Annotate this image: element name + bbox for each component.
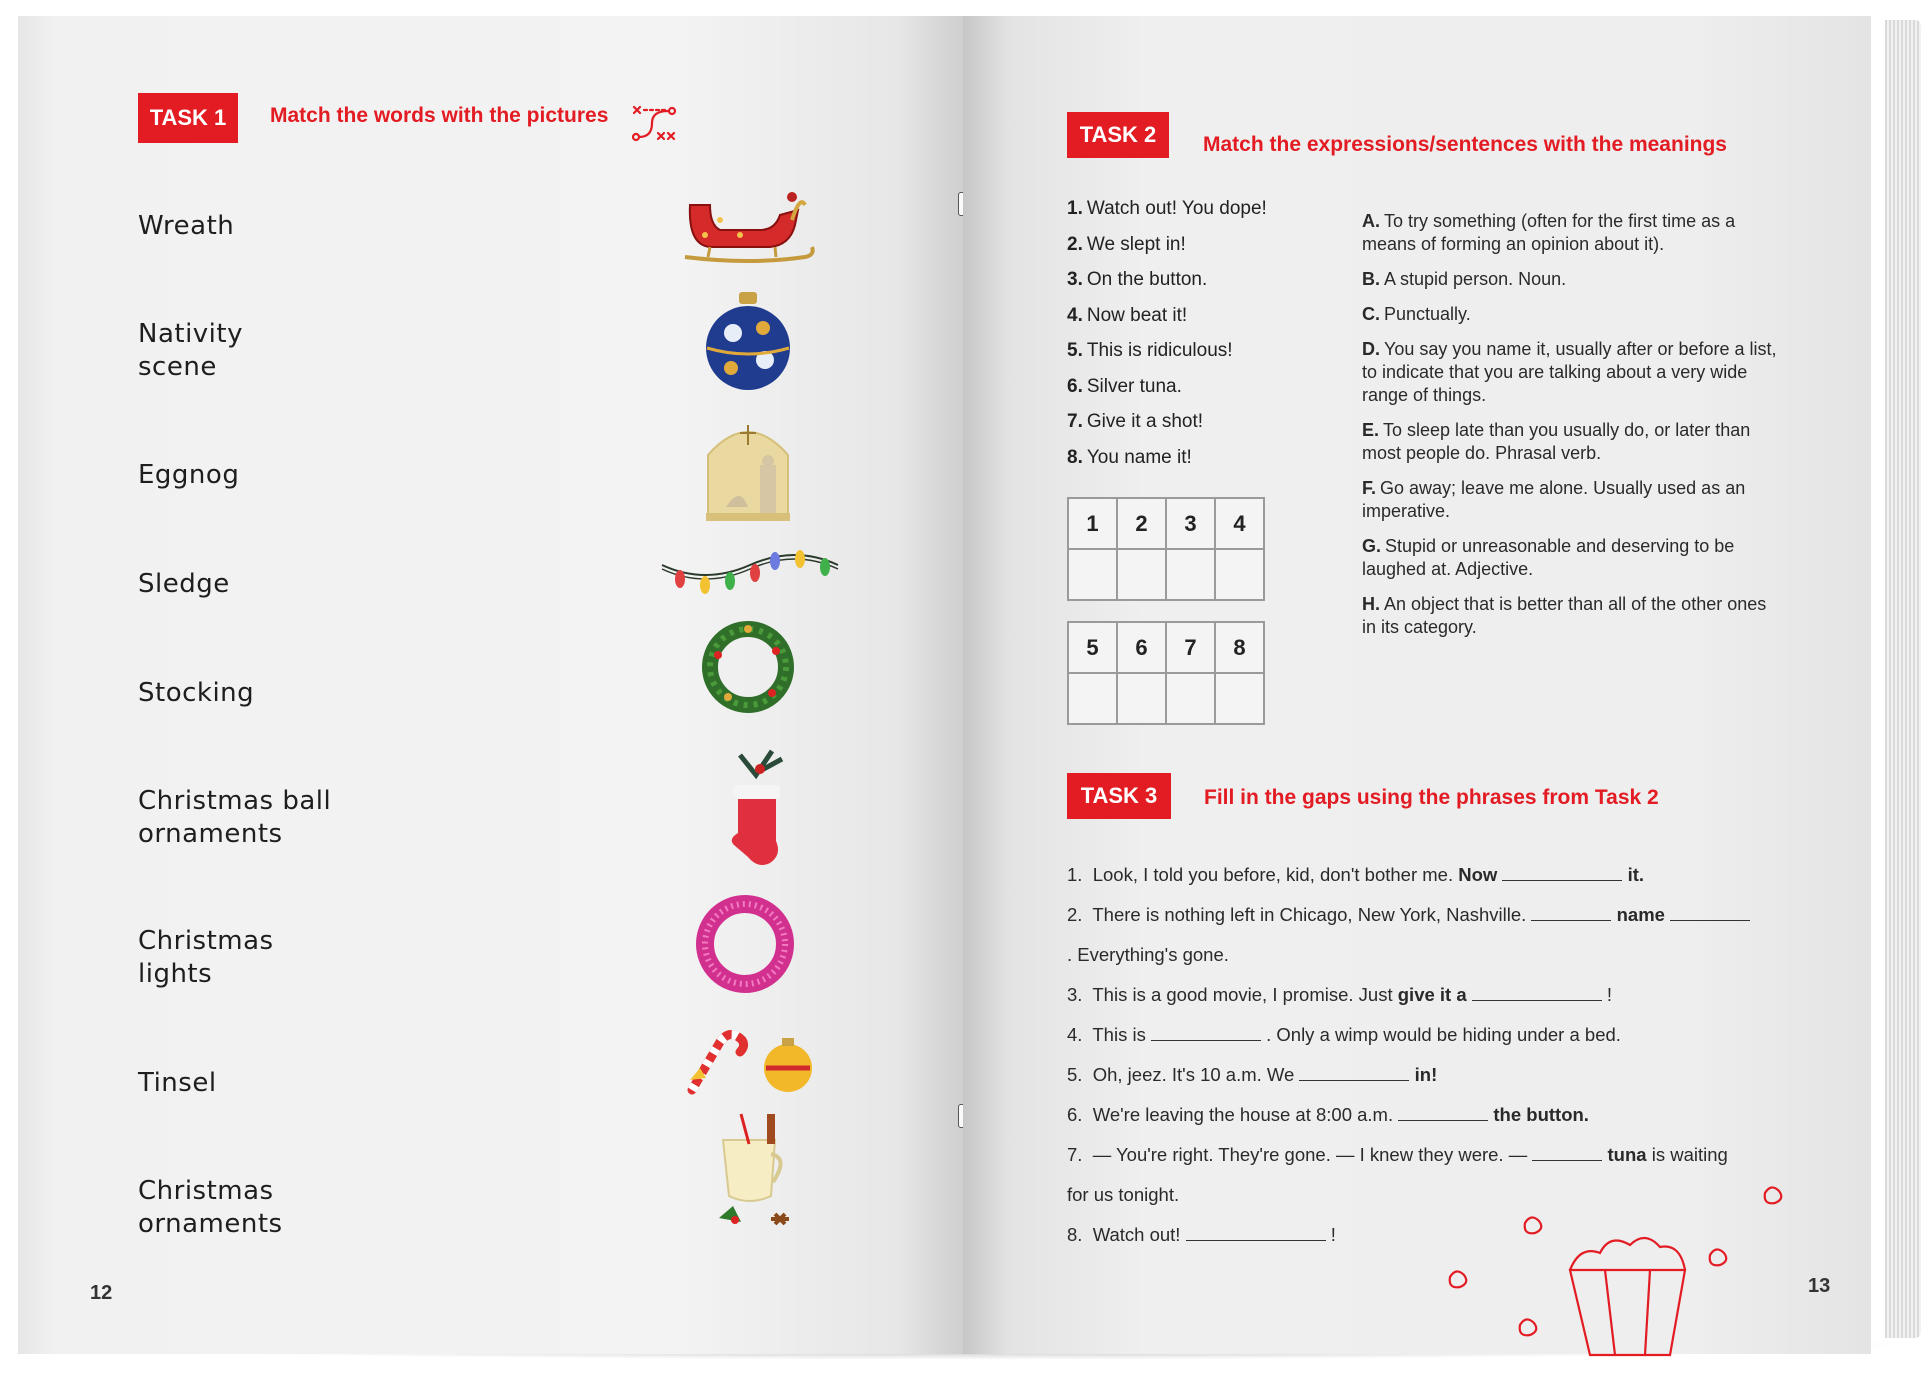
expression-number: 8. <box>1067 446 1083 468</box>
christmas-lights-icon <box>660 545 840 595</box>
popcorn-icon <box>1430 1185 1790 1360</box>
word-item: Wreath <box>138 211 235 241</box>
grid-answer-cell[interactable] <box>1166 549 1215 600</box>
meaning-letter: G. <box>1362 536 1382 556</box>
word-item: Tinsel <box>138 1068 217 1098</box>
sentence-text: 3. This is a good movie, I promise. Just <box>1067 984 1398 1005</box>
sentence-text: 1. Look, I told you before, kid, don't bother me. <box>1067 864 1459 885</box>
meaning-letter: D. <box>1362 339 1380 359</box>
meaning-text: Stupid or unreasonable and deserving to be laughed at. Adjective. <box>1362 536 1735 579</box>
grid-answer-cell[interactable] <box>1117 549 1166 600</box>
key-phrase: in! <box>1414 1064 1438 1085</box>
sentence-text: ! <box>1325 1224 1336 1245</box>
meaning-item <box>1362 338 1782 407</box>
blank-field[interactable] <box>1151 1026 1261 1041</box>
expression-item <box>1067 269 1327 305</box>
grid-number-cell: 7 <box>1166 622 1215 673</box>
expression-text: Silver tuna. <box>1086 375 1182 397</box>
grid-number-cell: 6 <box>1117 622 1166 673</box>
wreath-icon <box>698 615 798 719</box>
word-item: Stocking <box>138 678 255 708</box>
nativity-scene-icon <box>700 415 796 523</box>
sentence-text: . Only a wimp would be hiding under a bed. <box>1260 1024 1621 1045</box>
expression-number: 2. <box>1067 233 1083 255</box>
meaning-item <box>1362 535 1782 581</box>
gap-sentence <box>1067 1135 1807 1175</box>
meaning-item <box>1362 268 1782 291</box>
key-phrase: name <box>1616 904 1665 925</box>
sentence-text: 5. Oh, jeez. It's 10 a.m. We <box>1067 1064 1300 1085</box>
page-edges <box>1885 20 1921 1338</box>
task3-badge: TASK 3 <box>1067 773 1171 819</box>
expression-item <box>1067 447 1327 483</box>
grid-number-cell: 8 <box>1215 622 1264 673</box>
gap-sentence <box>1067 895 1807 935</box>
tinsel-icon <box>695 890 795 996</box>
meaning-letter: B. <box>1362 269 1380 289</box>
answer-grid-top <box>1067 497 1265 601</box>
expression-item <box>1067 340 1327 376</box>
expression-text: Give it a shot! <box>1086 411 1204 432</box>
key-phrase: it. <box>1627 864 1645 885</box>
task2-badge: TASK 2 <box>1067 112 1169 158</box>
task1-title: Match the words with the pictures <box>270 104 609 127</box>
page-number-right: 13 <box>1808 1275 1831 1297</box>
blank-field[interactable] <box>1502 866 1622 881</box>
meaning-letter: C. <box>1362 304 1380 324</box>
expression-text: You name it! <box>1086 446 1192 468</box>
grid-number-cell: 5 <box>1068 622 1117 673</box>
meaning-letter: H. <box>1362 594 1380 614</box>
stocking-icon <box>720 745 800 875</box>
meaning-item <box>1362 593 1782 639</box>
gap-sentence <box>1067 1015 1807 1055</box>
expression-text: This is ridiculous! <box>1086 340 1233 361</box>
grid-number-cell: 3 <box>1166 498 1215 549</box>
meaning-letter: E. <box>1362 420 1380 440</box>
key-phrase: Now <box>1458 864 1498 885</box>
meaning-letter: A. <box>1362 211 1380 231</box>
meaning-item <box>1362 303 1782 326</box>
answer-grid-bottom <box>1067 621 1265 725</box>
expression-list <box>1067 198 1327 482</box>
expression-item <box>1067 411 1327 447</box>
blank-field[interactable] <box>1472 986 1602 1001</box>
christmas-ornaments-icon <box>680 1020 820 1100</box>
key-phrase: the button. <box>1493 1104 1589 1125</box>
expression-item <box>1067 234 1327 270</box>
grid-number-cell: 1 <box>1068 498 1117 549</box>
meaning-text: An object that is better than all of the other ones in its category. <box>1362 594 1767 637</box>
blank-field[interactable] <box>1299 1066 1409 1081</box>
sentence-text: ! <box>1601 984 1613 1005</box>
expression-text: Watch out! You dope! <box>1086 198 1267 219</box>
sentence-text: 4. This is <box>1067 1024 1151 1045</box>
matching-icon <box>630 103 678 145</box>
meaning-letter: F. <box>1362 478 1377 498</box>
expression-text: Now beat it! <box>1086 304 1188 326</box>
blank-field[interactable] <box>1531 906 1611 921</box>
task3-title: Fill in the gaps using the phrases from Task 2 <box>1204 786 1659 809</box>
word-item: Sledge <box>138 569 230 599</box>
expression-text: On the button. <box>1086 269 1208 290</box>
grid-answer-cell[interactable] <box>1117 673 1166 724</box>
meaning-item <box>1362 477 1782 523</box>
sentence-text: is waiting <box>1646 1144 1728 1165</box>
expression-number: 7. <box>1067 411 1083 432</box>
meaning-text: Go away; leave me alone. Usually used as an imperative. <box>1362 478 1746 521</box>
word-item: Eggnog <box>138 460 240 490</box>
meaning-text: You say you name it, usually after or before a list, to indicate that you are talking about a very wide range of things. <box>1362 339 1777 405</box>
expression-item <box>1067 305 1327 341</box>
gap-sentence <box>1067 855 1807 895</box>
meaning-list <box>1362 210 1782 651</box>
expression-number: 5. <box>1067 340 1083 361</box>
expression-item <box>1067 376 1327 412</box>
grid-answer-cell[interactable] <box>1068 549 1117 600</box>
meaning-item <box>1362 210 1782 256</box>
page-number-left: 12 <box>90 1282 113 1304</box>
blank-field[interactable] <box>1532 1146 1602 1161</box>
grid-answer-cell[interactable] <box>1166 673 1215 724</box>
gap-sentence <box>1067 975 1807 1015</box>
meaning-text: A stupid person. Noun. <box>1384 269 1567 289</box>
sledge-icon <box>680 185 820 270</box>
expression-number: 6. <box>1067 375 1083 397</box>
word-item: Nativity scene <box>138 319 243 382</box>
sentence-text: 7. — You're right. They're gone. — I knew they were. — <box>1067 1144 1533 1165</box>
meaning-text: To sleep late than you usually do, or later than most people do. Phrasal verb. <box>1362 420 1751 463</box>
task2-title: Match the expressions/sentences with the meanings <box>1203 133 1727 156</box>
word-item: Christmas ball ornaments <box>138 786 332 849</box>
expression-item <box>1067 198 1327 234</box>
gap-sentence <box>1067 1095 1807 1135</box>
blank-field[interactable] <box>1670 906 1750 921</box>
grid-answer-cell[interactable] <box>1215 673 1264 724</box>
grid-answer-cell[interactable] <box>1215 549 1264 600</box>
blank-field[interactable] <box>1398 1106 1488 1121</box>
blank-field[interactable] <box>1186 1226 1326 1241</box>
word-item: Christmas ornaments <box>138 1176 283 1239</box>
key-phrase: tuna <box>1607 1144 1647 1165</box>
word-item: Christmas lights <box>138 926 274 989</box>
expression-number: 4. <box>1067 304 1083 326</box>
gap-sentence <box>1067 935 1807 975</box>
eggnog-icon <box>705 1110 800 1240</box>
sentence-text: 2. There is nothing left in Chicago, New York, Nashville. <box>1067 904 1532 925</box>
expression-text: We slept in! <box>1086 233 1186 255</box>
sentence-text: 6. We're leaving the house at 8:00 a.m. <box>1067 1104 1399 1125</box>
meaning-text: Punctually. <box>1384 304 1471 324</box>
meaning-text: To try something (often for the first time as a means of forming an opinion about it). <box>1362 211 1736 254</box>
grid-answer-cell[interactable] <box>1068 673 1117 724</box>
sentence-text: 8. Watch out! <box>1067 1224 1186 1245</box>
key-phrase: give it a <box>1397 984 1467 1005</box>
gap-sentence <box>1067 1055 1807 1095</box>
sentence-text: for us tonight. <box>1067 1184 1180 1205</box>
expression-number: 3. <box>1067 269 1083 290</box>
task1-badge: TASK 1 <box>138 93 238 143</box>
expression-number: 1. <box>1067 198 1083 219</box>
sentence-text: . Everything's gone. <box>1067 944 1229 965</box>
grid-number-cell: 4 <box>1215 498 1264 549</box>
grid-number-cell: 2 <box>1117 498 1166 549</box>
meaning-item <box>1362 419 1782 465</box>
christmas-ball-icon <box>703 288 793 396</box>
